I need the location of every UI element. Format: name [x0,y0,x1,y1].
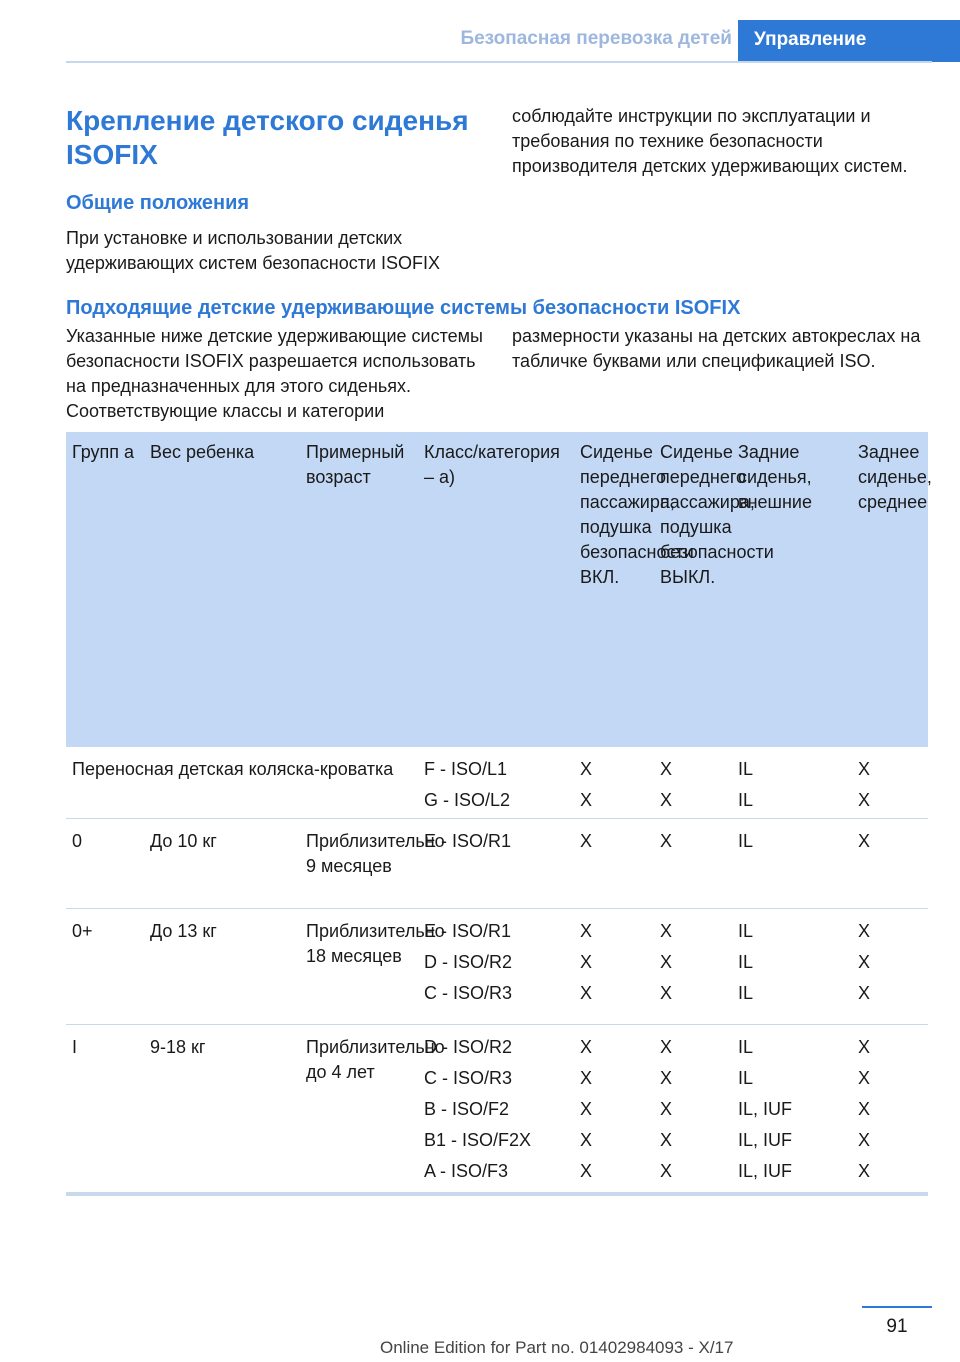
general-heading: Общие положения [66,192,250,214]
cell-group: I [72,1037,78,1057]
cell-group: Переносная детская коляска-кроватка [72,759,394,779]
cell-classes: F - ISO/L1 G - ISO/L2 [424,759,511,810]
table-bottom-rule [66,1192,928,1196]
cell-front-on: X [580,831,593,851]
cell-age: Приблизительно 18 месяцев [306,921,445,966]
cell-weight: 9-18 кг [150,1037,206,1057]
cell-rear-outer: IL IL IL, IUF IL, IUF IL, IUF [738,1037,793,1181]
table-row [66,819,928,909]
cell-classes: D - ISO/R2 C - ISO/R3 B - ISO/F2 B1 - ISO/F2X A - ISO/F3 [424,1037,532,1181]
table-row [66,747,928,819]
suitable-text-left: Указанные ниже детские удерживающие системы безопасности ISOFIX разрешается использовать на предназначенных для этого сиденьях. Соответствующие классы и категории размерности указаны на детских автокреслах на табличке буквами или спецификацией ISO. [66,326,921,421]
header-front-off: Сиденье переднего пассажира, подушка безопасности ВЫКЛ. [660,442,774,587]
cell-weight: До 10 кг [150,831,217,851]
cell-front-off: X X X X X [660,1037,673,1181]
cell-front-off: X X X [660,921,673,1003]
cell-front-off: X [660,831,673,851]
header-rule [66,61,932,63]
header-front-on: Сиденье переднего пассажира, подушка безопасности ВКЛ. [580,442,694,587]
cell-classes: E - ISO/R1 [424,831,512,851]
cell-rear-middle: X X X X X [858,1037,871,1181]
general-text-left: При установке и использовании детских удерживающих систем безопасности ISOFIX [66,228,441,273]
table-row [66,909,928,1025]
header-group: Групп а [72,442,135,462]
cell-front-on: X X X X X [580,1037,593,1181]
cell-front-off: X X [660,759,673,810]
suitable-heading: Подходящие детские удерживающие системы безопасности ISOFIX [66,297,741,319]
cell-group: 0 [72,831,83,851]
header-weight: Вес ребенка [150,442,255,462]
cell-rear-middle: X X X [858,921,871,1003]
page-number-rule [862,1306,932,1308]
header-rear-outer: Задние сиденья, внешние [738,442,812,512]
edition-footer: Online Edition for Part no. 01402984093 - X/17 [380,1338,734,1357]
cell-rear-outer: IL [738,831,754,851]
header-section-title: Безопасная перевозка детей [460,28,732,49]
header-age: Примерный возраст [306,442,405,487]
header-class: Класс/категория – а) [424,442,560,487]
cell-age: Приблизительно 9 месяцев [306,831,445,876]
general-text-right: соблюдайте инструкции по эксплуатации и требования по технике безопасности производителя детских удерживающих систем. [512,106,908,176]
isofix-table [66,432,932,1196]
cell-weight: До 13 кг [150,921,217,941]
table-header [66,432,932,747]
cell-rear-middle: X X [858,759,871,810]
cell-rear-middle: X [858,831,871,851]
cell-rear-outer: IL IL [738,759,754,810]
table-row [66,1025,928,1192]
cell-rear-outer: IL IL IL [738,921,754,1003]
page-number: 91 [886,1316,908,1337]
cell-front-on: X X [580,759,593,810]
cell-front-on: X X X [580,921,593,1003]
cell-group: 0+ [72,921,93,941]
cell-classes: E - ISO/R1 D - ISO/R2 C - ISO/R3 [424,921,513,1003]
cell-age: Приблизительно до 4 лет [306,1037,445,1082]
header-chapter-tab: Управление [738,20,960,62]
page-title: Крепление детского сиденья ISOFIX [66,105,469,170]
header-rear-middle: Заднее сиденье, среднее [858,442,932,512]
